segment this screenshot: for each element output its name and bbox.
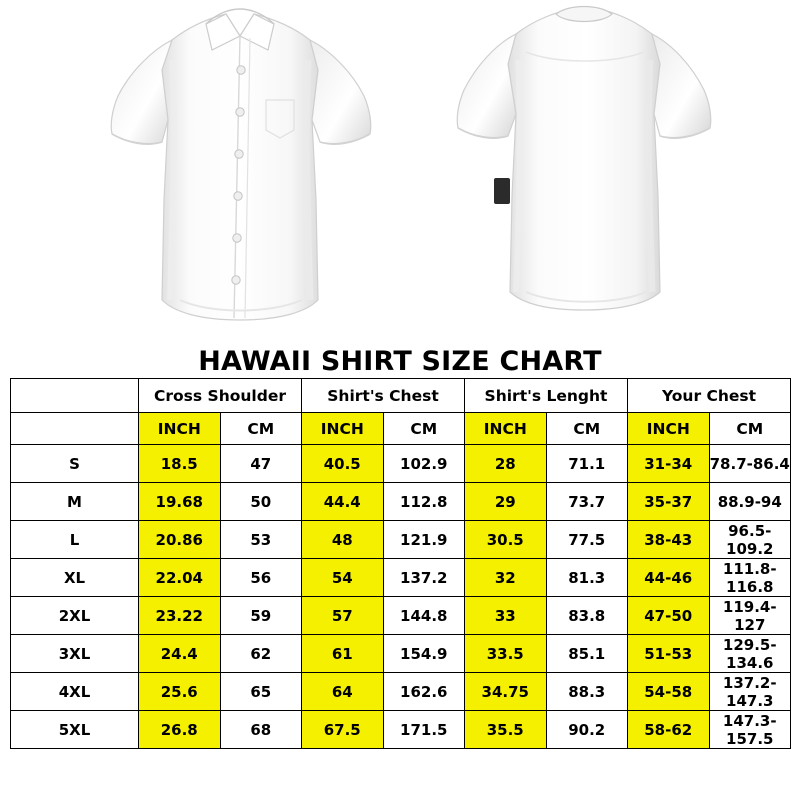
cell-4xl-1: 65 — [220, 673, 302, 711]
cell-l-5: 77.5 — [546, 521, 628, 559]
cell-2xl-5: 83.8 — [546, 597, 628, 635]
cell-5xl-6: 58-62 — [628, 711, 710, 749]
cell-4xl-4: 34.75 — [465, 673, 547, 711]
cell-2xl-4: 33 — [465, 597, 547, 635]
cell-l-7: 96.5-109.2 — [709, 521, 791, 559]
corner-cell — [11, 379, 139, 413]
cell-m-5: 73.7 — [546, 483, 628, 521]
size-label-2xl: 2XL — [11, 597, 139, 635]
cell-xl-1: 56 — [220, 559, 302, 597]
cell-4xl-5: 88.3 — [546, 673, 628, 711]
group-header-shirts-lenght: Shirt's Lenght — [465, 379, 628, 413]
table-row — [11, 521, 791, 559]
size-chart-body — [11, 445, 791, 749]
unit-cell-0: INCH — [139, 413, 221, 445]
cell-m-0: 19.68 — [139, 483, 221, 521]
cell-xl-5: 81.3 — [546, 559, 628, 597]
size-chart-table — [10, 378, 791, 749]
shirt-front-image — [80, 0, 400, 340]
cell-xl-0: 22.04 — [139, 559, 221, 597]
cell-2xl-0: 23.22 — [139, 597, 221, 635]
group-header-cross-shoulder: Cross Shoulder — [139, 379, 302, 413]
size-label-m: M — [11, 483, 139, 521]
size-label-3xl: 3XL — [11, 635, 139, 673]
size-label-xl: XL — [11, 559, 139, 597]
table-row — [11, 483, 791, 521]
unit-header-row — [11, 413, 791, 445]
cell-m-7: 88.9-94 — [709, 483, 791, 521]
cell-xl-7: 111.8-116.8 — [709, 559, 791, 597]
corner-cell-2 — [11, 413, 139, 445]
cell-xl-6: 44-46 — [628, 559, 710, 597]
group-header-row — [11, 379, 791, 413]
cell-s-3: 102.9 — [383, 445, 465, 483]
cell-s-7: 78.7-86.4 — [709, 445, 791, 483]
cell-5xl-2: 67.5 — [302, 711, 384, 749]
cell-m-2: 44.4 — [302, 483, 384, 521]
table-row — [11, 559, 791, 597]
cell-4xl-6: 54-58 — [628, 673, 710, 711]
cell-s-5: 71.1 — [546, 445, 628, 483]
cell-s-1: 47 — [220, 445, 302, 483]
size-label-l: L — [11, 521, 139, 559]
table-row — [11, 635, 791, 673]
cell-4xl-0: 25.6 — [139, 673, 221, 711]
cell-s-4: 28 — [465, 445, 547, 483]
cell-xl-2: 54 — [302, 559, 384, 597]
cell-3xl-1: 62 — [220, 635, 302, 673]
cell-2xl-7: 119.4-127 — [709, 597, 791, 635]
unit-cell-4: INCH — [465, 413, 547, 445]
cell-3xl-5: 85.1 — [546, 635, 628, 673]
cell-4xl-7: 137.2-147.3 — [709, 673, 791, 711]
unit-cell-6: INCH — [628, 413, 710, 445]
size-chart-table-wrap — [10, 378, 790, 749]
size-label-s: S — [11, 445, 139, 483]
unit-cell-7: CM — [709, 413, 791, 445]
cell-5xl-7: 147.3-157.5 — [709, 711, 791, 749]
cell-m-4: 29 — [465, 483, 547, 521]
cell-l-2: 48 — [302, 521, 384, 559]
shirt-back-image — [430, 0, 730, 320]
cell-m-1: 50 — [220, 483, 302, 521]
unit-cell-5: CM — [546, 413, 628, 445]
group-header-your-chest: Your Chest — [628, 379, 791, 413]
cell-l-0: 20.86 — [139, 521, 221, 559]
cell-4xl-3: 162.6 — [383, 673, 465, 711]
cell-3xl-6: 51-53 — [628, 635, 710, 673]
cell-5xl-4: 35.5 — [465, 711, 547, 749]
table-row — [11, 445, 791, 483]
cell-xl-4: 32 — [465, 559, 547, 597]
unit-cell-2: INCH — [302, 413, 384, 445]
cell-2xl-6: 47-50 — [628, 597, 710, 635]
chart-title: HAWAII SHIRT SIZE CHART — [198, 346, 602, 377]
cell-3xl-4: 33.5 — [465, 635, 547, 673]
cell-2xl-2: 57 — [302, 597, 384, 635]
cell-3xl-0: 24.4 — [139, 635, 221, 673]
cell-5xl-1: 68 — [220, 711, 302, 749]
size-label-5xl: 5XL — [11, 711, 139, 749]
table-row — [11, 711, 791, 749]
unit-cell-3: CM — [383, 413, 465, 445]
cell-l-3: 121.9 — [383, 521, 465, 559]
cell-4xl-2: 64 — [302, 673, 384, 711]
cell-2xl-3: 144.8 — [383, 597, 465, 635]
cell-5xl-3: 171.5 — [383, 711, 465, 749]
size-label-4xl: 4XL — [11, 673, 139, 711]
cell-5xl-5: 90.2 — [546, 711, 628, 749]
group-header-shirts-chest: Shirt's Chest — [302, 379, 465, 413]
cell-2xl-1: 59 — [220, 597, 302, 635]
cell-5xl-0: 26.8 — [139, 711, 221, 749]
table-row — [11, 673, 791, 711]
cell-3xl-3: 154.9 — [383, 635, 465, 673]
cell-s-0: 18.5 — [139, 445, 221, 483]
cell-m-3: 112.8 — [383, 483, 465, 521]
table-row — [11, 597, 791, 635]
cell-m-6: 35-37 — [628, 483, 710, 521]
cell-s-2: 40.5 — [302, 445, 384, 483]
product-images — [0, 0, 800, 345]
cell-l-4: 30.5 — [465, 521, 547, 559]
cell-s-6: 31-34 — [628, 445, 710, 483]
cell-3xl-2: 61 — [302, 635, 384, 673]
brand-tag-icon — [494, 178, 510, 204]
cell-l-1: 53 — [220, 521, 302, 559]
cell-xl-3: 137.2 — [383, 559, 465, 597]
cell-3xl-7: 129.5-134.6 — [709, 635, 791, 673]
unit-cell-1: CM — [220, 413, 302, 445]
cell-l-6: 38-43 — [628, 521, 710, 559]
